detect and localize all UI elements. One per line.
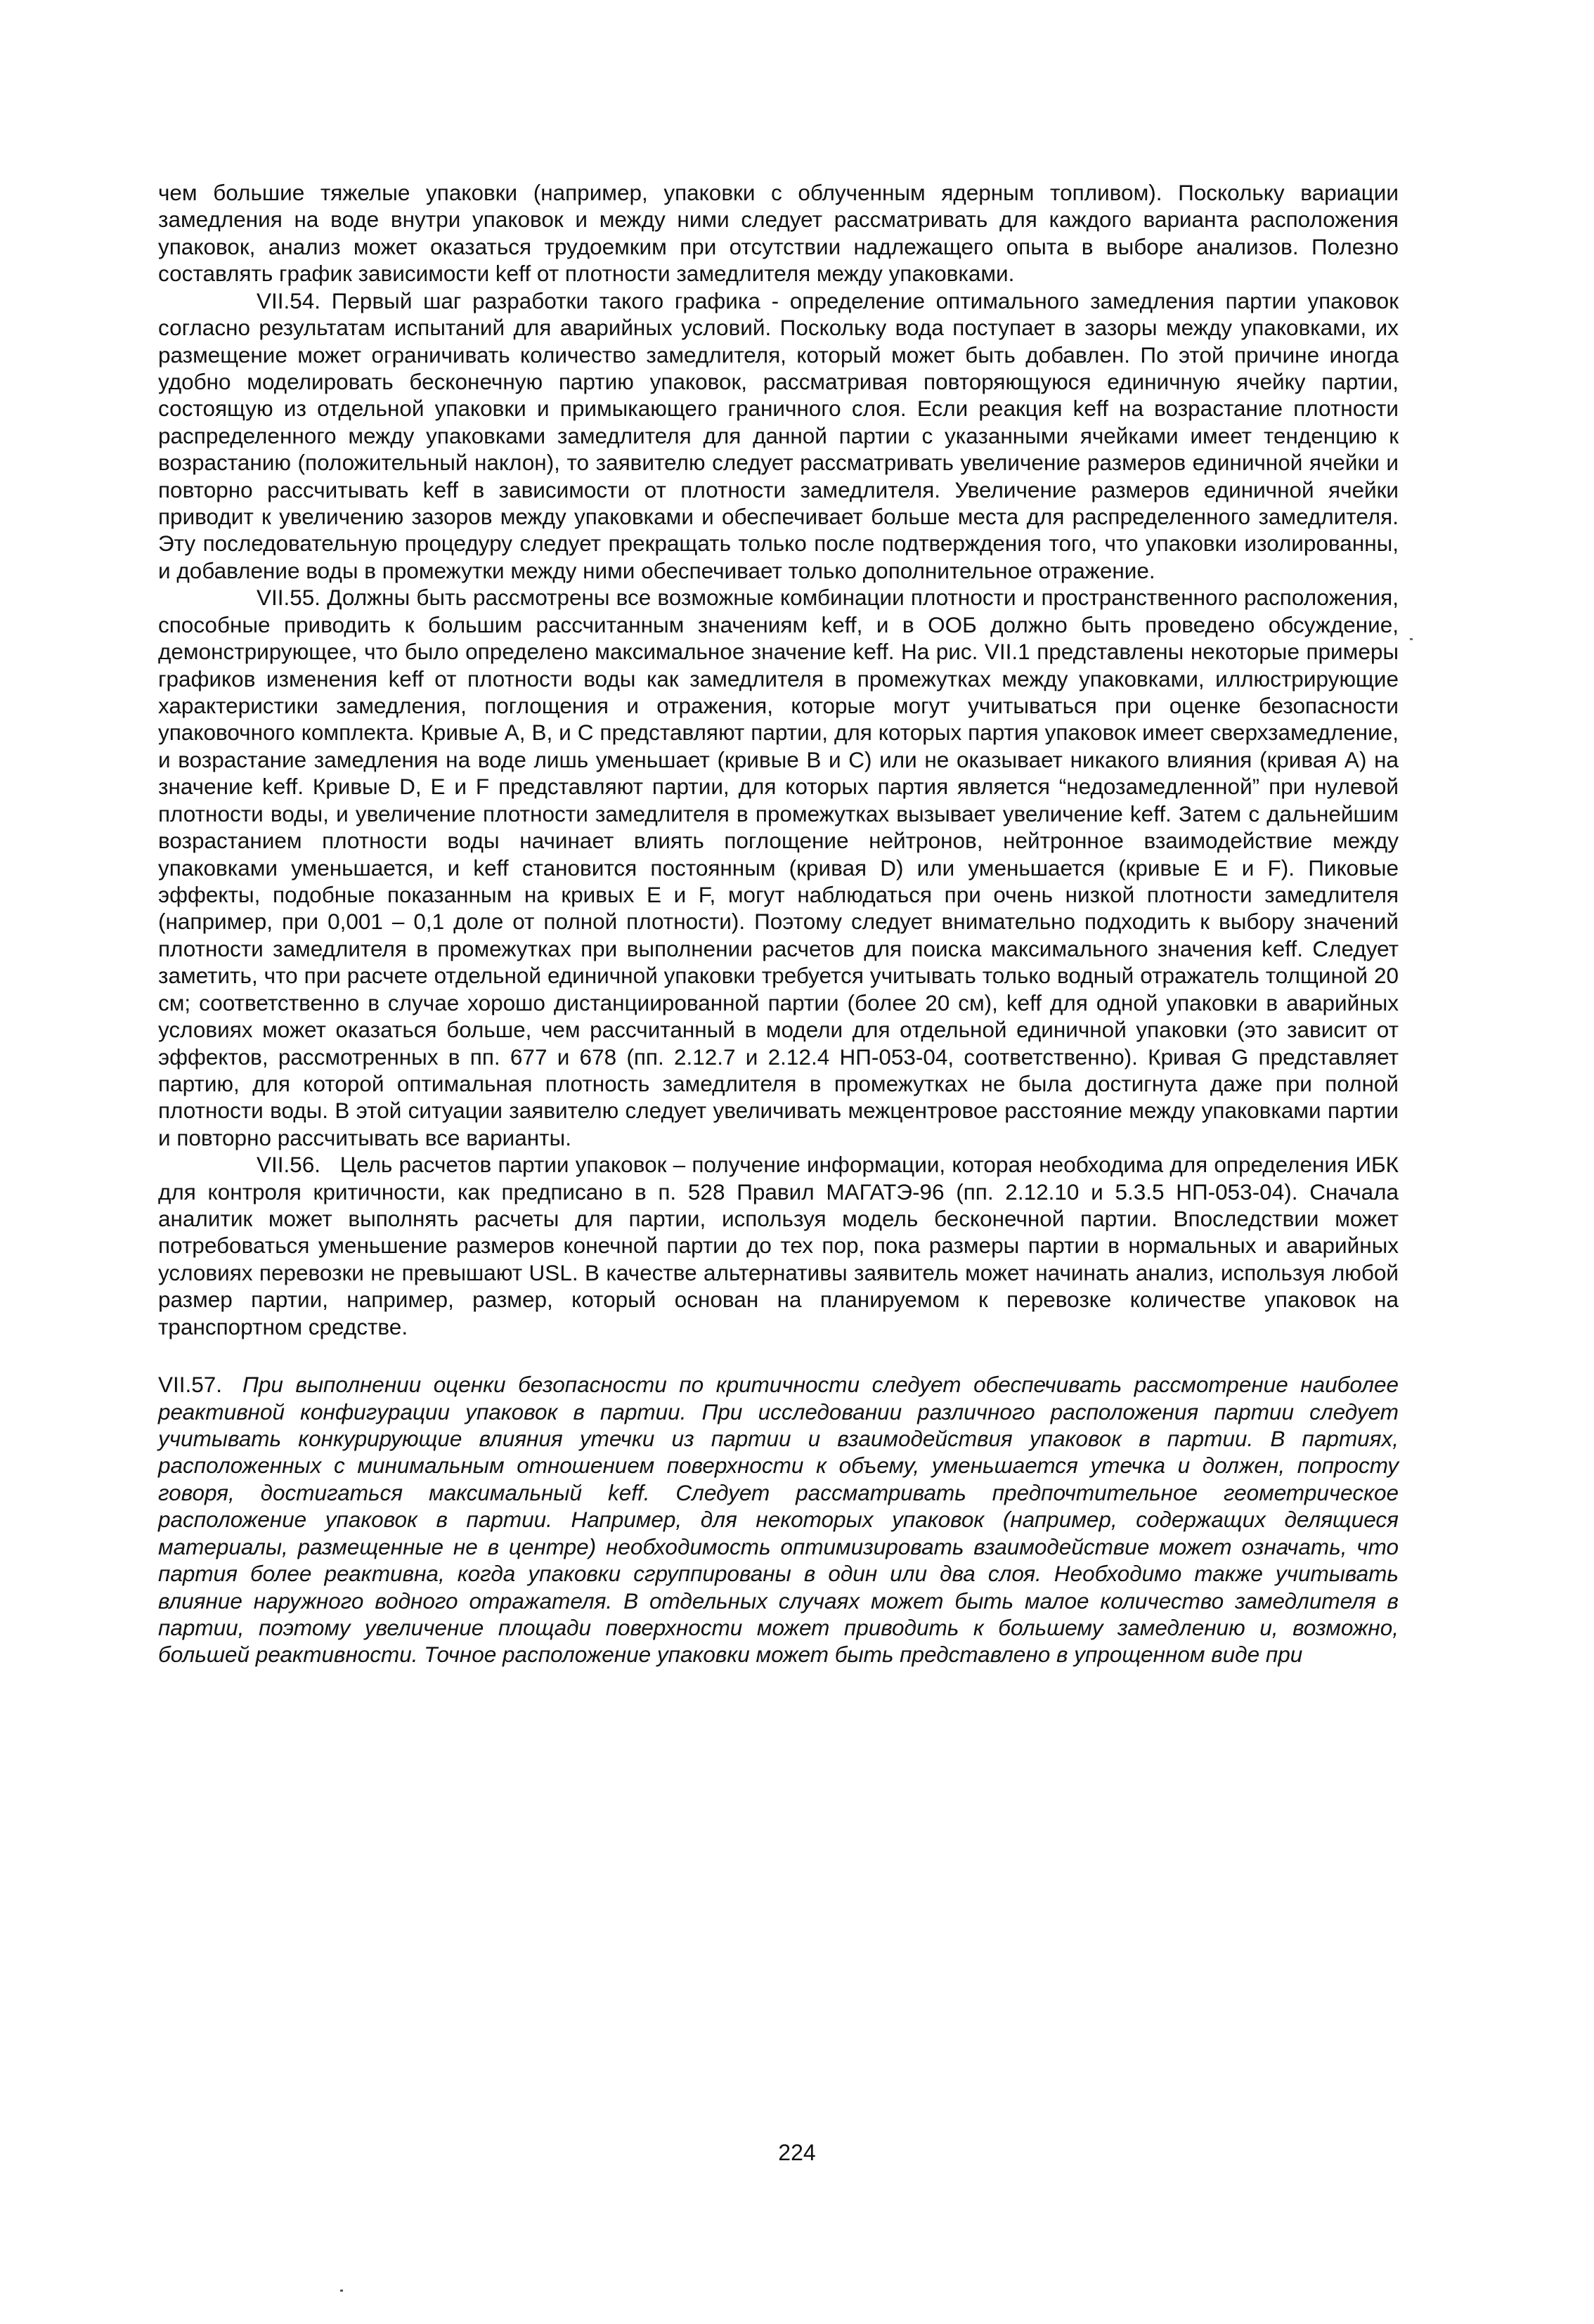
paragraph-text: Цель расчетов партии упаковок – получение информации, которая необходима для определения ИБК для контроля критичности, как предписано в п. 528 Правил МАГАТЭ-96 (пп. 2.12.10 и 5.3.5 НП-053-04). Сначала аналитик может выполнять расчеты для партии, используя модель бесконечной партии. Впоследствии может потребоваться уменьшение размеров конечной партии до тех пор, пока размеры партии в нормальных и аварийных условиях перевозки не превышают USL. В качестве альтернативы заявитель может начинать анализ, используя любой размер партии, например, размер, который основан на планируемом к перевозке количестве упаковок на транспортном средстве. xyxy=(158,1152,1399,1339)
paragraph-number: VII.56. xyxy=(257,1152,321,1178)
paragraph-text: Должны быть рассмотрены все возможные комбинации плотности и пространственного расположения, способные приводить к большим рассчитанным значениям keff, и в ООБ должно быть проведено обсуждение, демонстрирующее, что было определено максимальное значение keff. На рис. VII.1 представлены некоторые примеры графиков изменения keff от плотности воды как замедлителя в промежутках между упаковками, иллюстрирующие характеристики замедления, поглощения и отражения, которые могут учитываться при оценке безопасности упаковочного комплекта. Кривые А, В, и С представляют партии, для которых партия упаковок имеет сверхзамедление, и возрастание замедления на воде лишь уменьшает (кривые В и С) или не оказывает никакого влияния (кривая А) на значение keff. Кривые D, Е и F представляют партии, для которых партия является “недозамедленной” при нулевой плотности воды, и увеличение плотности замедлителя в промежутках вызывает увеличение keff. Затем с дальнейшим возрастанием плотности воды начинает влиять поглощение нейтронов, нейтронное взаимодействие между упаковками уменьшается, и keff становится постоянным (кривая D) или уменьшается (кривые Е и F). Пиковые эффекты, подобные показанным на кривых Е и F, могут наблюдаться при очень низкой плотности замедлителя (например, при 0,001 – 0,1 доле от полной плотности). Поэтому следует внимательно подходить к выбору значений плотности замедлителя в промежутках при выполнении расчетов для поиска максимального значения keff. Следует заметить, что при расчете отдельной единичной упаковки требуется учитывать только водный отражатель толщиной 20 см; соответственно в случае хорошо дистанциированной партии (более 20 см), keff для одной упаковки в аварийных условиях может оказаться больше, чем рассчитанный в модели для отдельной единичной упаковки (это зависит от эффектов, рассмотренных в пп. 677 и 678 (пп. 2.12.7 и 2.12.4 НП-053-04, соответственно). Кривая G представляет партию, для которой оптимальная плотность замедлителя в промежутках не была достигнута даже при полной плотности воды. В этой ситуации заявителю следует увеличивать межцентровое расстояние между упаковками партии и повторно рассчитывать все варианты. xyxy=(158,585,1399,1150)
document-body xyxy=(158,179,1399,1668)
paragraph-vii-57 xyxy=(158,1371,1399,1668)
scan-speck xyxy=(340,2290,343,2292)
paragraph-vii-56 xyxy=(158,1151,1399,1340)
paragraph-vii-55 xyxy=(158,584,1399,1151)
paragraph-text: При выполнении оценки безопасности по критичности следует обеспечивать рассмотрение наиболее реактивной конфигурации упаковок в партии. При исследовании различного расположения партии следует учитывать конкурирующие влияния утечки из партии и взаимодействия упаковок в партии. В партиях, расположенных с минимальным отношением поверхности к объему, уменьшается утечка и должен, попросту говоря, достигаться максимальный keff. Следует рассматривать предпочтительное геометрическое расположение упаковок в партии. Например, для некоторых упаковок (например, содержащих делящиеся материалы, размещенные не в центре) необходимость оптимизировать взаимодействие может означать, что партия более реактивна, когда упаковки сгруппированы в один или два слоя. Необходимо также учитывать влияние наружного водного отражателя. В отдельных случаях может быть малое количество замедлителя в партии, поэтому увеличение площади поверхности может приводить к большему замедлению и, возможно, большей реактивности. Точное расположение упаковки может быть представлено в упрощенном виде при xyxy=(158,1372,1399,1668)
paragraph-number: VII.57. xyxy=(158,1372,223,1398)
paragraph-text: Первый шаг разработки такого графика - определение оптимального замедления партии упаковок согласно результатам испытаний для аварийных условий. Поскольку вода поступает в зазоры между упаковками, их размещение может ограничивать количество замедлителя, который может быть добавлен. По этой причине иногда удобно моделировать бесконечную партию упаковок, рассматривая повторяющуюся единичную ячейку партии, состоящую из отдельной упаковки и примыкающего граничного слоя. Если реакция keff на возрастание плотности распределенного между упаковками замедлителя для данной партии с указанными ячейками имеет тенденцию к возрастанию (положительный наклон), то заявителю следует рассматривать увеличение размеров единичной ячейки и повторно рассчитывать keff в зависимости от плотности замедлителя. Увеличение размеров единичной ячейки приводит к увеличению зазоров между упаковками и обеспечивает больше места для распределенного замедлителя. Эту последовательную процедуру следует прекращать только после подтверждения того, что упаковки изолированны, и добавление воды в промежутки между ними обеспечивает только дополнительное отражение. xyxy=(158,287,1399,583)
scan-speck xyxy=(1410,638,1413,640)
paragraph-continuation: чем большие тяжелые упаковки (например, упаковки с облученным ядерным топливом). Поскольку вариации замедления на воде внутри упаковок и между ними следует рассматривать для каждого варианта расположения упаковок, анализ может оказаться трудоемким при отсутствии надлежащего опыта в выборе анализов. Полезно составлять график зависимости keff от плотности замедлителя между упаковками. xyxy=(158,180,1399,287)
paragraph-number: VII.54. xyxy=(257,287,321,313)
paragraph-vii-54 xyxy=(158,287,1399,585)
paragraph-number: VII.55. xyxy=(257,585,321,611)
page-number: 224 xyxy=(778,2140,816,2165)
